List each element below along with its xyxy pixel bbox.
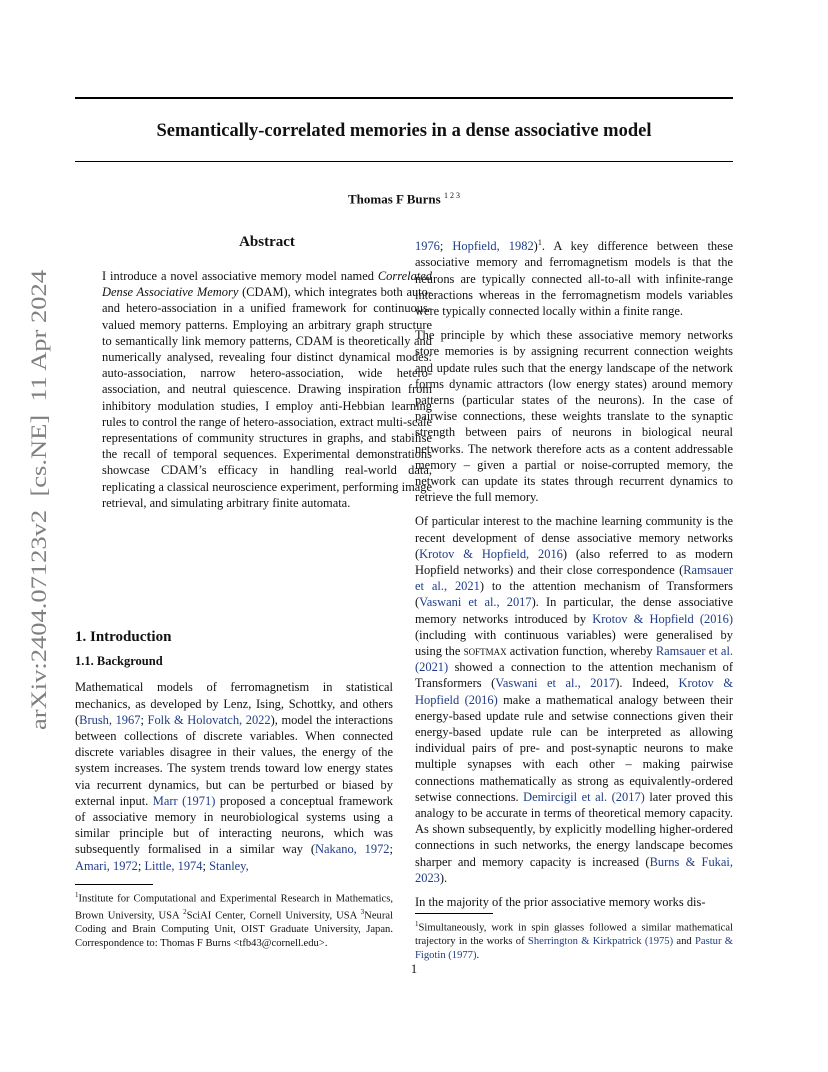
citation-link[interactable]: Stanley,: [209, 858, 249, 873]
left-column: [75, 629, 393, 874]
abstract-heading: Abstract: [239, 234, 295, 250]
affiliation-footnote: $^1$Institute for Computational and Experimental Research in Mathematics, Brown University, USA $^2$SciAI Center, Cornell University, USA $^3$Neural Coding and Brain Computing Unit, OIST Graduate University, Japan. Correspondence to: Thomas F Burns <tfb43@cornell.edu>.: [75, 891, 393, 949]
section-heading-introduction: 1. Introduction: [75, 629, 172, 645]
model-name: Correlated Dense Associative Memory: [102, 269, 432, 300]
author-line: [75, 191, 733, 207]
citation-link[interactable]: Ramsauer et al. (2021): [415, 644, 734, 675]
top-rule: [75, 97, 733, 99]
abstract-body: [102, 268, 432, 511]
footnote-rule-left: [75, 884, 153, 885]
citation-link[interactable]: Brush, 1967: [79, 712, 141, 727]
intro-paragraph-1: Mathematical models of ferromagnetism in statistical mechanics, as developed by Lenz, Ising, Schottky, and others (Brush, 1967; Folk & Holovatch, 2022), model the interactions between collections of discrete variables. When connected discrete variables disagree in their values, the energy of the system increases. The system trends toward low energy states via recurrent dynamics, but can be perturbed or biased by external input. Marr (1971) proposed a conceptual framework of associative memory in neurobiological systems using a similar principle but of interacting neurons, which was subsequently formalised in a similar way (Nakano, 1972; Amari, 1972; Little, 1974; Stanley,: [75, 680, 394, 873]
footnote-rule-right: [415, 913, 493, 914]
citation-link[interactable]: Folk & Holovatch, 2022: [147, 712, 271, 727]
citation-link[interactable]: Pastur & Figotin (1977): [415, 936, 734, 961]
right-paragraph-1: 1976; Hopfield, 1982)$^1$. A key difference between these associative memory and ferromagnetism models is that the neurons are typically connected all-to-all with infinite-range interactions whereas in the ferromagnetism models variables were typically connected locally within a finite range.: [415, 238, 733, 318]
citation-link[interactable]: Ramsauer et al., 2021: [415, 563, 733, 594]
citation-link[interactable]: Krotov & Hopfield, 2016: [419, 546, 563, 561]
citation-link[interactable]: Krotov & Hopfield (2016): [415, 676, 734, 707]
arxiv-stamp: [20, 260, 52, 730]
citation-link[interactable]: Vaswani et al., 2017: [419, 595, 532, 610]
softmax-term: softmax: [463, 644, 507, 659]
citation-link[interactable]: Demircigil et al. (2017): [523, 789, 645, 804]
citation-link[interactable]: Burns & Fukai, 2023: [415, 854, 733, 885]
page-number: 1: [410, 962, 418, 976]
author-name: Thomas F Burns: [348, 191, 441, 207]
citation-link[interactable]: Amari, 1972: [75, 858, 138, 873]
citation-link[interactable]: Krotov & Hopfield (2016): [592, 611, 734, 626]
right-paragraph-2: The principle by which these associative memory networks store memories is by assigning recurrent connection weights and update rules such that the energy landscape of the network forms dynamic attractors (low energy states) around memory patterns (particular states of the neurons). In the case of pairwise connections, these weights translate to the synaptic strength between pairs of neurons in biological neural networks. The network therefore acts as a content addressable memory – given a partial or noise-corrupted memory, the network can update its states through recurrent dynamics to retrieve the full memory.: [415, 328, 733, 505]
right-paragraph-4: In the majority of the prior associative memory works dis-: [415, 895, 706, 910]
abstract-text: I introduce a novel associative memory model named Correlated Dense Associative Memory (CDAM), which integrates both auto- and hetero-association in a unified framework for continuous-valued memory patterns. Employing an arbitrary graph structure to semantically link memory patterns, CDAM is theoretically and numerically analysed, revealing four distinct dynamical modes: auto-association, narrow hetero-association, wide hetero-association, and neutral quiescence. Drawing inspiration from inhibitory modulation studies, I employ anti-Hebbian learning rules to control the range of hetero-association, extract multi-scale representations of community structures in graphs, and stabilise the recall of temporal sequences. Experimental demonstrations showcase CDAM’s efficacy in handling real-world data, replicating a classical neuroscience experiment, performing image retrieval, and simulating arbitrary finite automata.: [102, 269, 432, 510]
subsection-heading-background: 1.1. Background: [75, 654, 163, 669]
footnote-marker: 1: [537, 238, 542, 247]
title-rule: [75, 161, 733, 162]
citation-link[interactable]: Marr (1971): [152, 793, 216, 808]
citation-link[interactable]: 1976: [415, 239, 440, 254]
citation-link[interactable]: Sherrington & Kirkpatrick (1975): [527, 936, 674, 948]
citation-link[interactable]: Hopfield, 1982: [452, 239, 534, 254]
citation-link[interactable]: Little, 1974: [144, 858, 203, 873]
citation-link[interactable]: Nakano, 1972: [314, 842, 390, 857]
citation-link[interactable]: Vaswani et al., 2017: [495, 676, 616, 691]
paper-title: Semantically-correlated memories in a dense associative model: [156, 121, 652, 141]
spin-glass-footnote: $^1$Simultaneously, work in spin glasses followed a similar mathematical trajectory in the works of Sherrington & Kirkpatrick (1975) and Pastur & Figotin (1977).: [415, 920, 734, 961]
right-column: [415, 235, 733, 910]
author-affil-marks: 1 2 3: [443, 191, 460, 200]
arxiv-stamp-text: arXiv:2404.07123v2 [cs.NE] 11 Apr 2024: [26, 339, 51, 730]
right-paragraph-3: Of particular interest to the machine learning community is the recent development of dense associative memory networks (Krotov & Hopfield, 2016) (also referred to as modern Hopfield networks) and their close correspondence (Ramsauer et al., 2021) to the attention mechanism of Transformers (Vaswani et al., 2017). In particular, the dense associative memory networks introduced by Krotov & Hopfield (2016) (including with continuous variables) were generalised by using the softmax activation function, whereby Ramsauer et al. (2021) showed a connection to the attention mechanism of Transformers (Vaswani et al., 2017). Indeed, Krotov & Hopfield (2016) make a mathematical analogy between their energy-based update rule and setwise connections given their energy-based update rule can be interpreted as allowing individual pairs of pre- and post-synaptic neurons to make multiple synapses with each other – making pairwise connections mathematically as strong as equivalently-ordered setwise connections. Demircigil et al. (2017) later proved this analogy to be accurate in terms of theoretical memory capacity. As shown subsequently, by explicitly modelling higher-ordered connections in such networks, the energy landscape becomes sharper and memory capacity is increased (Burns & Fukai, 2023).: [415, 514, 734, 885]
